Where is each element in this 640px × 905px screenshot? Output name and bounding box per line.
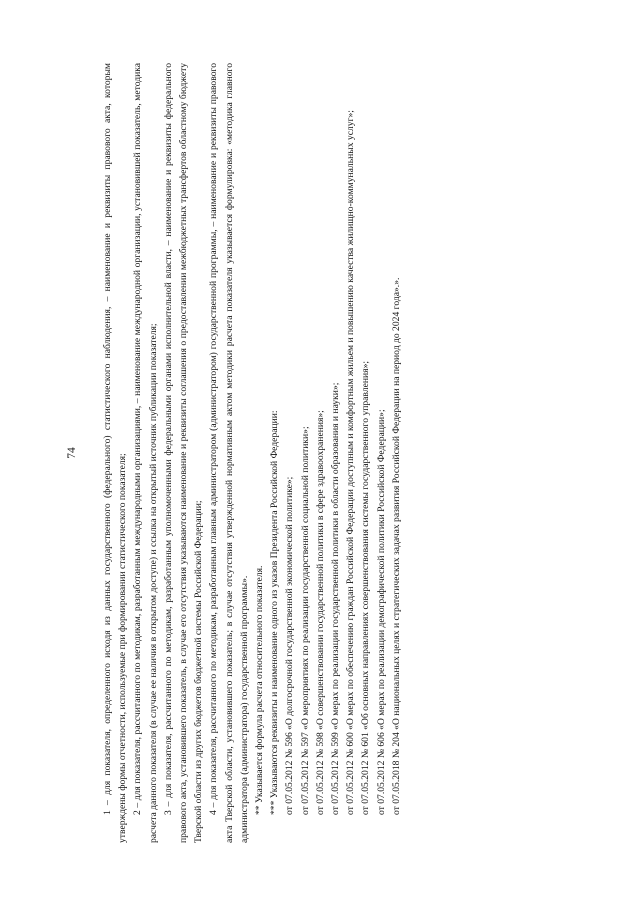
note-paragraph-3: 3 – для показателя, рассчитанного по методикам, разработанным уполномоченными федеральными органами исполнительной власти, – наименование и реквизиты федерального правового акта, установившего показатель, в случае его отсутствия указываются наименование и реквизиты соглашения о предоставлении межбюджетных трансфертов областному бюджету Тверской области из других бюджетов бюджетной системы Российской Федерации;	[162, 62, 205, 843]
decrees-intro: *** Указываются реквизиты и наименование одного из указов Президента Российской Федерации:	[269, 409, 281, 815]
rotated-sheet	[40, 23, 600, 883]
page-number: 74	[66, 446, 78, 459]
decree-item: от 07.05.2018 № 204 «О национальных целях и стратегических задачах развития Российской Федерации на период до 2024 года».».	[390, 277, 402, 815]
decree-item: от 07.05.2012 № 600 «О мерах по обеспечению граждан Российской Федерации доступным и комфортным жильем и повышению качества жилищно-коммунальных услуг»;	[345, 109, 357, 815]
decree-item: от 07.05.2012 № 598 «О совершенствовании государственной политики в сфере здравоохранения»;	[314, 409, 326, 815]
decree-item: от 07.05.2012 № 599 «О мерах по реализации государственной политики в области образования и науки»;	[330, 382, 342, 815]
decree-item: от 07.05.2012 № 597 «О мероприятиях по реализации государственной социальной политики»;	[299, 425, 311, 815]
decree-item: от 07.05.2012 № 596 «О долгосрочной государственной экономической политике»;	[284, 476, 296, 815]
decree-item: от 07.05.2012 № 601 «Об основных направлениях совершенствования системы государственного управления»;	[360, 360, 372, 815]
note-paragraph-4: 4 – для показателя, рассчитанного по методикам, разработанным главным администратором (администратором) государственной программы, – наименование и реквизиты правового акта Тверской области, установившего показатель; в случае отсутствия утвержденной нормативным актом методики расчета показателя указывается формулировка: «методика главного администратора (администратора) государственной программы».	[208, 62, 250, 843]
decree-item: от 07.05.2012 № 606 «О мерах по реализации демографической политики Российской Федерации»;	[375, 408, 387, 815]
formula-note: ** Указывается формула расчета относительного показателя.	[254, 565, 266, 815]
note-paragraph-2: 2 – для показателя, рассчитанного по методикам, разработанным международными организациями, – наименование международной организации, установившей показатель, методика расчета данного показателя (в случае ее наличия в открытом доступе) и ссылка на открытый источник публикации показателя;	[132, 62, 159, 843]
notes-body	[100, 63, 404, 843]
note-paragraph-1: 1 – для показателя, определенного исходя из данных государственного (федерального) статистического наблюдения, – наименование и реквизиты правового акта, которым утверждены формы отчетности, используемые при формировании статистического показателя;	[102, 62, 129, 843]
